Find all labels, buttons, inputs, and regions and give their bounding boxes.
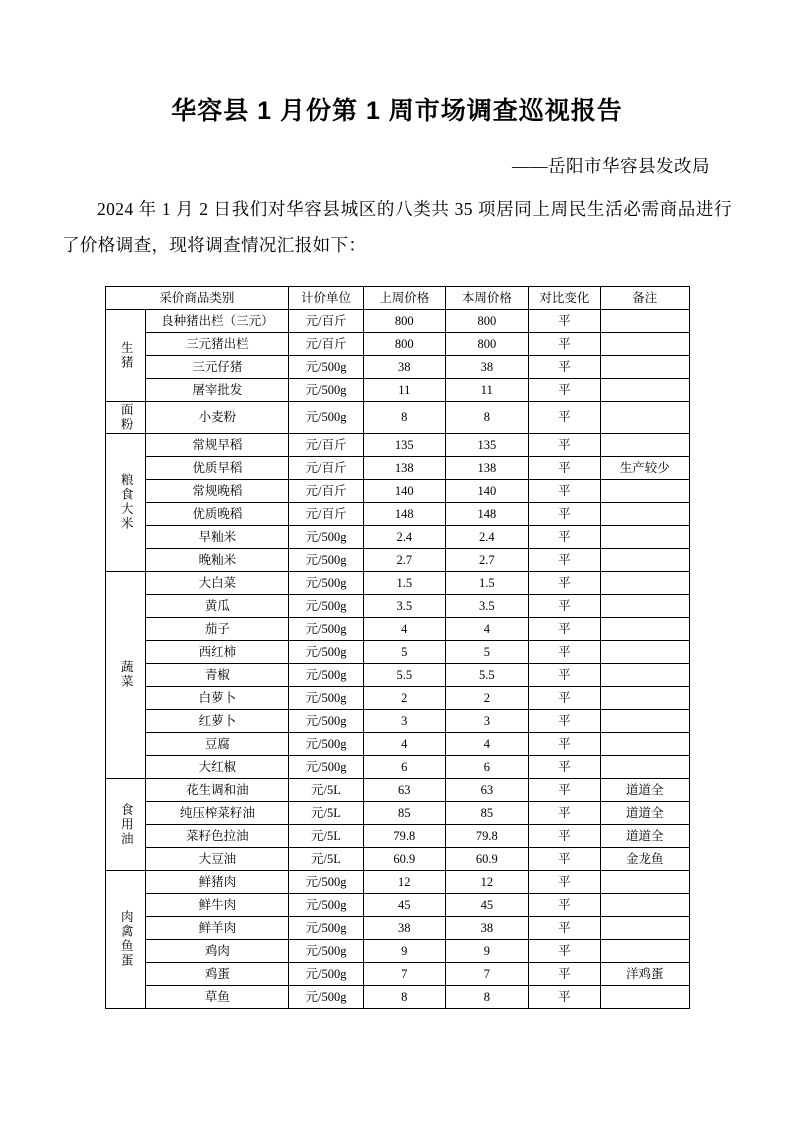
cell-unit: 元/百斤 [289,309,363,332]
table-row [105,502,689,525]
cell-unit: 元/百斤 [289,456,363,479]
cell-note [601,548,689,571]
cell-change: 平 [528,824,601,847]
cell-note [601,916,689,939]
cell-item-name: 豆腐 [146,732,289,755]
column-header-category: 采价商品类别 [105,286,289,309]
cell-change: 平 [528,755,601,778]
cell-change: 平 [528,985,601,1008]
cell-last-price: 1.5 [363,571,446,594]
cell-unit: 元/500g [289,962,363,985]
cell-change: 平 [528,686,601,709]
cell-last-price: 79.8 [363,824,446,847]
table-row [105,617,689,640]
cell-last-price: 4 [363,617,446,640]
table-row [105,479,689,502]
cell-note [601,309,689,332]
cell-this-price: 12 [446,870,529,893]
cell-last-price: 8 [363,985,446,1008]
cell-unit: 元/5L [289,847,363,870]
cell-item-name: 常规晚稻 [146,479,289,502]
cell-last-price: 45 [363,893,446,916]
cell-change: 平 [528,571,601,594]
cell-change: 平 [528,355,601,378]
cell-note: 洋鸡蛋 [601,962,689,985]
cell-this-price: 5.5 [446,663,529,686]
cell-last-price: 138 [363,456,446,479]
cell-last-price: 5 [363,640,446,663]
cell-last-price: 3.5 [363,594,446,617]
cell-last-price: 63 [363,778,446,801]
cell-last-price: 38 [363,916,446,939]
cell-note [601,640,689,663]
cell-item-name: 纯压榨菜籽油 [146,801,289,824]
cell-last-price: 135 [363,433,446,456]
cell-unit: 元/500g [289,401,363,433]
table-row [105,985,689,1008]
cell-unit: 元/5L [289,801,363,824]
cell-change: 平 [528,594,601,617]
cell-this-price: 148 [446,502,529,525]
cell-unit: 元/500g [289,755,363,778]
table-row [105,640,689,663]
cell-note: 金龙鱼 [601,847,689,870]
cell-this-price: 45 [446,893,529,916]
cell-this-price: 135 [446,433,529,456]
row-group-label-text: 粮食大米 [119,473,134,532]
cell-change: 平 [528,401,601,433]
cell-item-name: 鲜羊肉 [146,916,289,939]
cell-note: 生产较少 [601,456,689,479]
cell-unit: 元/500g [289,916,363,939]
cell-item-name: 大红椒 [146,755,289,778]
cell-change: 平 [528,548,601,571]
cell-this-price: 9 [446,939,529,962]
cell-item-name: 屠宰批发 [146,378,289,401]
table-row [105,801,689,824]
cell-note [601,686,689,709]
cell-item-name: 三元猪出栏 [146,332,289,355]
row-group-label [105,778,146,870]
cell-unit: 元/500g [289,709,363,732]
cell-note [601,893,689,916]
cell-this-price: 800 [446,332,529,355]
cell-last-price: 12 [363,870,446,893]
cell-change: 平 [528,525,601,548]
cell-unit: 元/500g [289,594,363,617]
table-row [105,663,689,686]
cell-change: 平 [528,309,601,332]
cell-this-price: 79.8 [446,824,529,847]
table-row [105,594,689,617]
page-title: 华容县 1 月份第 1 周市场调查巡视报告 [171,97,623,125]
cell-unit: 元/500g [289,525,363,548]
document-byline: ——岳阳市华容县发改局 [512,156,710,176]
table-row [105,378,689,401]
table-row [105,709,689,732]
cell-note [601,571,689,594]
cell-this-price: 8 [446,985,529,1008]
cell-this-price: 140 [446,479,529,502]
price-survey-table [105,286,690,1009]
cell-last-price: 800 [363,309,446,332]
cell-last-price: 8 [363,401,446,433]
cell-note [601,663,689,686]
row-group-label-text: 蔬菜 [119,660,134,690]
cell-note: 道道全 [601,778,689,801]
row-group-label-text: 面粉 [119,402,134,432]
cell-note [601,525,689,548]
table-row [105,755,689,778]
cell-change: 平 [528,732,601,755]
table-row [105,401,689,433]
cell-note [601,433,689,456]
cell-unit: 元/500g [289,640,363,663]
table-row [105,824,689,847]
cell-note [601,870,689,893]
cell-note [601,617,689,640]
cell-this-price: 1.5 [446,571,529,594]
cell-last-price: 85 [363,801,446,824]
cell-this-price: 8 [446,401,529,433]
cell-item-name: 茄子 [146,617,289,640]
cell-note [601,502,689,525]
cell-item-name: 鲜牛肉 [146,893,289,916]
cell-note [601,985,689,1008]
cell-change: 平 [528,847,601,870]
table-row [105,778,689,801]
cell-item-name: 西红柿 [146,640,289,663]
cell-change: 平 [528,378,601,401]
cell-item-name: 优质早稻 [146,456,289,479]
cell-note [601,594,689,617]
row-group-label-text: 生猪 [119,340,134,370]
cell-this-price: 3 [446,709,529,732]
row-group-label [105,309,146,401]
table-header-row [105,286,689,309]
cell-item-name: 优质晚稻 [146,502,289,525]
table-row [105,355,689,378]
cell-change: 平 [528,939,601,962]
cell-note [601,939,689,962]
cell-this-price: 800 [446,309,529,332]
cell-this-price: 11 [446,378,529,401]
cell-item-name: 白萝卜 [146,686,289,709]
table-row [105,571,689,594]
row-group-label [105,433,146,571]
cell-item-name: 花生调和油 [146,778,289,801]
cell-change: 平 [528,456,601,479]
cell-this-price: 4 [446,617,529,640]
table-body [105,309,689,1008]
cell-last-price: 800 [363,332,446,355]
cell-change: 平 [528,778,601,801]
cell-unit: 元/500g [289,571,363,594]
cell-this-price: 138 [446,456,529,479]
cell-item-name: 良种猪出栏（三元） [146,309,289,332]
cell-change: 平 [528,893,601,916]
table-row [105,916,689,939]
row-group-label [105,401,146,433]
cell-change: 平 [528,962,601,985]
cell-last-price: 2.4 [363,525,446,548]
cell-unit: 元/500g [289,985,363,1008]
cell-unit: 元/5L [289,778,363,801]
table-row [105,939,689,962]
row-group-label [105,870,146,1008]
table-row [105,962,689,985]
cell-this-price: 2.4 [446,525,529,548]
cell-note: 道道全 [601,801,689,824]
cell-unit: 元/500g [289,548,363,571]
cell-change: 平 [528,801,601,824]
cell-unit: 元/百斤 [289,479,363,502]
cell-item-name: 菜籽色拉油 [146,824,289,847]
cell-item-name: 常规早稻 [146,433,289,456]
cell-this-price: 63 [446,778,529,801]
table-row [105,525,689,548]
cell-unit: 元/500g [289,378,363,401]
cell-unit: 元/百斤 [289,433,363,456]
cell-last-price: 140 [363,479,446,502]
row-group-label [105,571,146,778]
cell-item-name: 早籼米 [146,525,289,548]
cell-item-name: 小麦粉 [146,401,289,433]
cell-last-price: 4 [363,732,446,755]
cell-change: 平 [528,916,601,939]
cell-unit: 元/500g [289,870,363,893]
cell-unit: 元/500g [289,663,363,686]
column-header-this-price: 本周价格 [446,286,529,309]
cell-unit: 元/5L [289,824,363,847]
cell-item-name: 晚籼米 [146,548,289,571]
cell-item-name: 鸡肉 [146,939,289,962]
cell-this-price: 3.5 [446,594,529,617]
cell-item-name: 黄瓜 [146,594,289,617]
cell-item-name: 三元仔猪 [146,355,289,378]
cell-item-name: 鲜猪肉 [146,870,289,893]
table-row [105,732,689,755]
cell-this-price: 7 [446,962,529,985]
cell-last-price: 60.9 [363,847,446,870]
cell-this-price: 2 [446,686,529,709]
cell-note [601,355,689,378]
column-header-note: 备注 [601,286,689,309]
cell-change: 平 [528,332,601,355]
column-header-change: 对比变化 [528,286,601,309]
cell-note [601,378,689,401]
cell-last-price: 2 [363,686,446,709]
table-row [105,332,689,355]
cell-unit: 元/500g [289,939,363,962]
cell-note [601,755,689,778]
cell-note [601,732,689,755]
cell-item-name: 大豆油 [146,847,289,870]
row-group-label-text: 食用油 [119,802,134,846]
cell-unit: 元/百斤 [289,332,363,355]
cell-last-price: 7 [363,962,446,985]
cell-item-name: 大白菜 [146,571,289,594]
cell-last-price: 5.5 [363,663,446,686]
cell-this-price: 38 [446,355,529,378]
cell-this-price: 4 [446,732,529,755]
row-group-label-text: 肉禽鱼蛋 [119,910,134,969]
cell-change: 平 [528,433,601,456]
table-row [105,456,689,479]
cell-this-price: 2.7 [446,548,529,571]
table-row [105,433,689,456]
cell-last-price: 11 [363,378,446,401]
cell-note [601,709,689,732]
table-row [105,893,689,916]
cell-item-name: 红萝卜 [146,709,289,732]
cell-last-price: 2.7 [363,548,446,571]
cell-unit: 元/百斤 [289,502,363,525]
cell-this-price: 6 [446,755,529,778]
intro-paragraph: 2024 年 1 月 2 日我们对华容县城区的八类共 35 项居同上周民生活必需商品进行了价格调查，现将调查情况汇报如下： [62,199,732,255]
table-row [105,870,689,893]
cell-change: 平 [528,640,601,663]
table-row [105,847,689,870]
cell-last-price: 3 [363,709,446,732]
cell-note [601,401,689,433]
cell-item-name: 草鱼 [146,985,289,1008]
cell-unit: 元/500g [289,617,363,640]
cell-change: 平 [528,663,601,686]
cell-change: 平 [528,617,601,640]
cell-note [601,479,689,502]
table-row [105,548,689,571]
cell-item-name: 鸡蛋 [146,962,289,985]
cell-item-name: 青椒 [146,663,289,686]
cell-change: 平 [528,870,601,893]
cell-unit: 元/500g [289,893,363,916]
cell-last-price: 148 [363,502,446,525]
cell-last-price: 9 [363,939,446,962]
cell-last-price: 38 [363,355,446,378]
cell-unit: 元/500g [289,732,363,755]
column-header-unit: 计价单位 [289,286,363,309]
cell-change: 平 [528,479,601,502]
cell-note: 道道全 [601,824,689,847]
cell-note [601,332,689,355]
table-row [105,309,689,332]
table-row [105,686,689,709]
cell-change: 平 [528,502,601,525]
cell-change: 平 [528,709,601,732]
cell-last-price: 6 [363,755,446,778]
table-header [105,286,689,309]
column-header-last-price: 上周价格 [363,286,446,309]
cell-this-price: 60.9 [446,847,529,870]
cell-this-price: 5 [446,640,529,663]
cell-this-price: 38 [446,916,529,939]
cell-unit: 元/500g [289,355,363,378]
cell-unit: 元/500g [289,686,363,709]
cell-this-price: 85 [446,801,529,824]
